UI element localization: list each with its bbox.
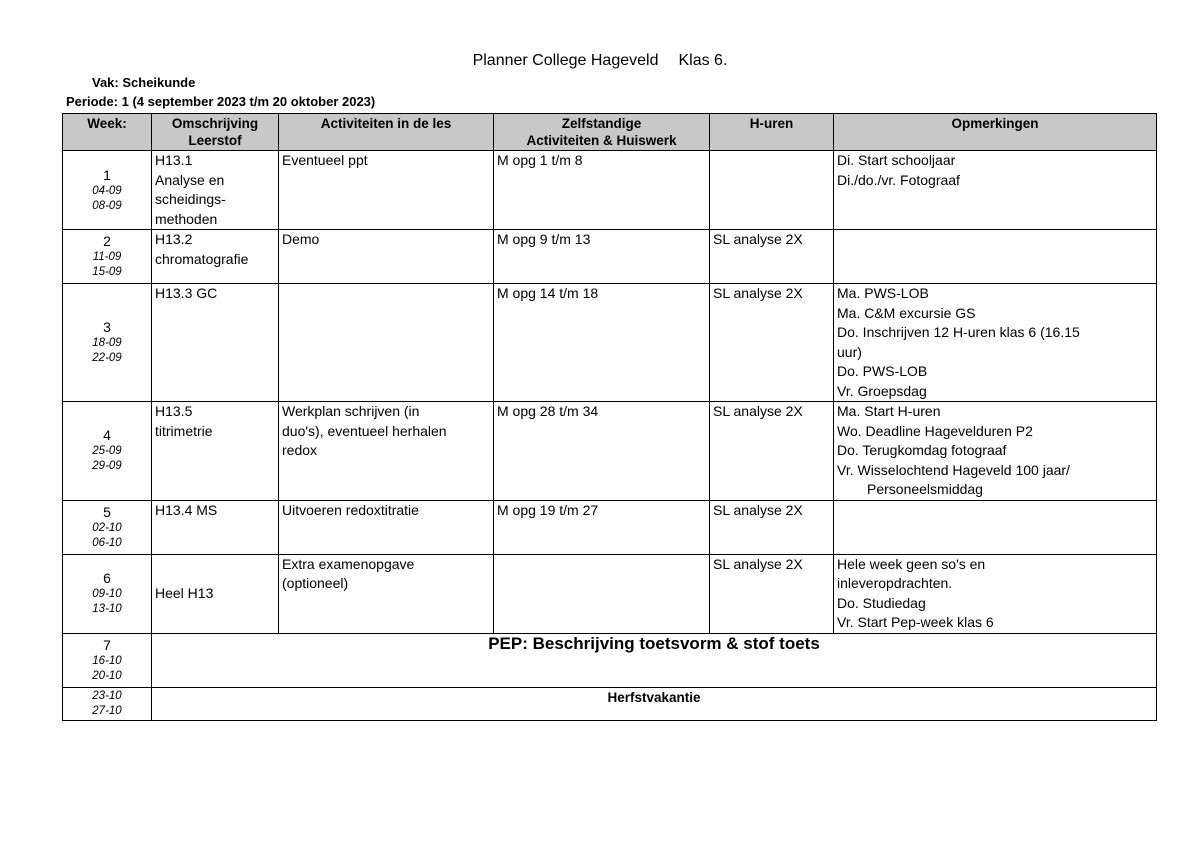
cell-text: Demo — [282, 231, 320, 247]
week-date: 27-10 — [92, 704, 122, 717]
omschrijving-cell — [152, 554, 279, 633]
cell-text: Do. Studiedag — [837, 594, 926, 611]
cell-text: Do. PWS-LOB — [837, 363, 928, 379]
cell-text: inleveropdrachten. — [837, 575, 953, 591]
cell-text: duo's), eventueel herhalen — [282, 422, 447, 439]
opmerkingen-cell — [834, 284, 1157, 402]
activiteiten-cell — [279, 402, 494, 501]
cell-text: Uitvoeren redoxtitratie — [282, 501, 419, 518]
cell-text: SL analyse 2X — [713, 403, 803, 419]
cell-text: Di. Start schooljaar — [837, 152, 956, 168]
vacation-row — [63, 687, 1157, 720]
week-cell — [63, 554, 152, 633]
period-label: Periode: 1 (4 september 2023 t/m 20 oktober 2023) — [66, 94, 376, 109]
week-date: 11-09 — [92, 251, 122, 263]
cell-text: M opg 9 t/m 13 — [497, 231, 591, 247]
week-date: 13-10 — [92, 603, 122, 615]
week-date: 15-09 — [92, 266, 122, 278]
week-date: 02-10 — [92, 521, 122, 534]
cell-text: H13.5 — [155, 403, 193, 419]
activiteiten-cell — [279, 554, 494, 633]
week-date: 08-09 — [92, 199, 122, 212]
week-date: 09-10 — [92, 588, 122, 600]
activiteiten-cell — [279, 284, 494, 402]
omschrijving-cell — [152, 284, 279, 402]
cell-text: SL analyse 2X — [713, 501, 803, 518]
week-row — [63, 402, 1157, 501]
cell-text: H13.2 — [155, 231, 193, 247]
opmerkingen-cell — [834, 402, 1157, 501]
title-school: Planner College Hageveld — [472, 52, 659, 69]
week-date: 16-10 — [92, 654, 122, 667]
cell-text: Ma. C&M excursie GS — [837, 304, 976, 321]
week-row — [63, 500, 1157, 554]
huren-cell — [710, 151, 834, 230]
cell-text: Wo. Deadline Hagevelduren P2 — [837, 422, 1033, 439]
huren-cell — [710, 500, 834, 554]
cell-text: M opg 28 t/m 34 — [497, 403, 599, 419]
week-number: 6 — [103, 570, 111, 586]
opmerkingen-cell — [834, 500, 1157, 554]
cell-text: Do. Terugkomdag fotograaf — [837, 442, 1007, 458]
vacation-banner: Herfstvakantie — [152, 687, 1157, 720]
huren-cell — [710, 284, 834, 402]
week-date: 23-10 — [92, 689, 122, 702]
pep-row — [63, 633, 1157, 687]
zelfstandig-cell — [494, 500, 710, 554]
omschrijving-cell — [152, 402, 279, 501]
cell-text: (optioneel) — [282, 575, 349, 591]
cell-text: Analyse en — [155, 171, 225, 188]
header-row — [63, 114, 1157, 151]
col-header-huren: H-uren — [710, 114, 834, 151]
huren-cell — [710, 554, 834, 633]
zelfstandig-cell — [494, 151, 710, 230]
omschrijving-cell — [152, 230, 279, 284]
week-cell — [63, 687, 152, 720]
cell-text: scheidings- — [155, 191, 226, 207]
subject-label: Vak: Scheikunde — [92, 75, 196, 90]
zelfstandig-cell — [494, 230, 710, 284]
opmerkingen-cell — [834, 230, 1157, 284]
col-header-week: Week: — [63, 114, 152, 151]
week-date: 06-10 — [92, 536, 122, 549]
cell-text: uur) — [837, 343, 862, 360]
week-number: 2 — [103, 233, 111, 249]
omschrijving-cell — [152, 500, 279, 554]
omschrijving-cell — [152, 151, 279, 230]
cell-text: H13.3 GC — [155, 285, 218, 301]
cell-text: M opg 1 t/m 8 — [497, 152, 583, 168]
col-header-opmerkingen: Opmerkingen — [834, 114, 1157, 151]
activiteiten-cell — [279, 151, 494, 230]
page-title — [0, 52, 1200, 70]
huren-cell — [710, 230, 834, 284]
week-row — [63, 284, 1157, 402]
title-class: Klas 6. — [678, 52, 728, 69]
cell-text: Werkplan schrijven (in — [282, 403, 420, 419]
cell-text: titrimetrie — [155, 422, 213, 439]
planner-table — [62, 113, 1157, 721]
week-cell — [63, 633, 152, 687]
week-cell — [63, 402, 152, 501]
col-header-omschrijving: Omschrijving Leerstof — [152, 114, 279, 151]
huren-cell — [710, 402, 834, 501]
cell-text: Vr. Start Pep-week klas 6 — [837, 614, 994, 630]
cell-text: Ma. PWS-LOB — [837, 285, 929, 301]
cell-text: Personeelsmiddag — [867, 481, 983, 497]
week-date: 20-10 — [92, 669, 122, 682]
opmerkingen-cell — [834, 554, 1157, 633]
cell-text: SL analyse 2X — [713, 285, 803, 301]
cell-text: redox — [282, 442, 318, 458]
cell-text: methoden — [155, 210, 218, 227]
col-header-zelfstandig: Zelfstandige Activiteiten & Huiswerk — [494, 114, 710, 151]
cell-text: Heel H13 — [155, 584, 214, 601]
week-date: 04-09 — [92, 184, 122, 197]
cell-text: Extra examenopgave — [282, 555, 415, 572]
activiteiten-cell — [279, 230, 494, 284]
cell-text: H13.1 — [155, 152, 193, 168]
week-cell — [63, 230, 152, 284]
activiteiten-cell — [279, 500, 494, 554]
week-date: 29-09 — [92, 460, 122, 473]
cell-text: Hele week geen so's en — [837, 555, 986, 572]
cell-text: chromatografie — [155, 250, 249, 267]
week-cell — [63, 284, 152, 402]
week-cell — [63, 151, 152, 230]
pep-banner: PEP: Beschrijving toetsvorm & stof toets — [152, 633, 1157, 687]
week-row — [63, 230, 1157, 284]
week-cell — [63, 500, 152, 554]
cell-text: M opg 19 t/m 27 — [497, 501, 599, 518]
zelfstandig-cell — [494, 554, 710, 633]
week-row — [63, 554, 1157, 633]
opmerkingen-cell — [834, 151, 1157, 230]
week-row — [63, 151, 1157, 230]
cell-text: Vr. Wisselochtend Hageveld 100 jaar/ — [837, 461, 1070, 478]
week-number: 7 — [103, 636, 111, 653]
week-number: 5 — [103, 503, 111, 520]
week-date: 18-09 — [92, 337, 122, 349]
cell-text: Di./do./vr. Fotograaf — [837, 171, 960, 188]
week-date: 22-09 — [92, 352, 122, 364]
cell-text: M opg 14 t/m 18 — [497, 285, 599, 301]
col-header-activiteiten: Activiteiten in de les — [279, 114, 494, 151]
week-number: 4 — [103, 427, 111, 444]
cell-text: Do. Inschrijven 12 H-uren klas 6 (16.15 — [837, 324, 1080, 340]
week-number: 3 — [103, 319, 111, 335]
cell-text: Vr. Groepsdag — [837, 382, 927, 399]
zelfstandig-cell — [494, 402, 710, 501]
cell-text: SL analyse 2X — [713, 555, 803, 572]
cell-text: H13.4 MS — [155, 501, 218, 518]
cell-text: Eventueel ppt — [282, 152, 368, 168]
zelfstandig-cell — [494, 284, 710, 402]
week-number: 1 — [103, 166, 111, 183]
cell-text: Ma. Start H-uren — [837, 403, 941, 419]
cell-text: SL analyse 2X — [713, 231, 803, 247]
week-date: 25-09 — [92, 445, 122, 458]
